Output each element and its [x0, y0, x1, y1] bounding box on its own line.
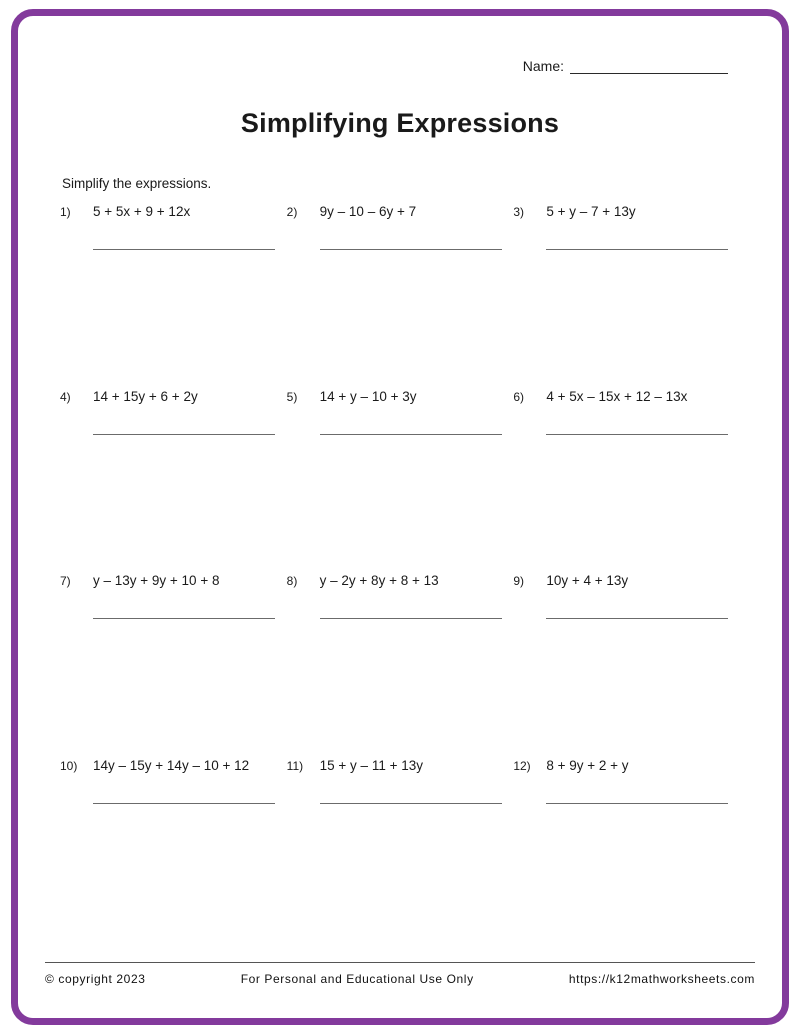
answer-line — [546, 434, 728, 435]
problem — [287, 758, 514, 943]
problem — [513, 573, 740, 758]
usage-text: For Personal and Educational Use Only — [240, 972, 474, 986]
answer-line — [93, 618, 275, 619]
problem — [513, 758, 740, 943]
problem — [513, 389, 740, 574]
problem — [287, 204, 514, 389]
problem-expression: 5 + y – 7 + 13y — [546, 204, 636, 219]
answer-line — [93, 249, 275, 250]
problem-expression: 14 + 15y + 6 + 2y — [93, 388, 198, 404]
problem — [287, 389, 514, 574]
problem-number: 9) — [513, 574, 524, 588]
website-url[interactable]: https://k12mathworksheets.com — [568, 972, 755, 986]
copyright-text: © copyright 2023 — [45, 972, 146, 986]
problem-expression: 5 + 5x + 9 + 12x — [93, 204, 191, 219]
problem-number: 12) — [513, 758, 531, 773]
problem-expression: 14 + y – 10 + 3y — [319, 388, 417, 404]
problem — [60, 204, 287, 389]
problem-number: 7) — [60, 574, 71, 588]
problem — [60, 573, 287, 758]
problem — [60, 389, 287, 574]
problem-number: 4) — [60, 389, 71, 404]
problem-expression: 15 + y – 11 + 13y — [319, 757, 423, 773]
answer-line — [546, 249, 728, 250]
answer-line — [320, 249, 502, 250]
problem-expression: 9y – 10 – 6y + 7 — [319, 204, 417, 219]
problem — [60, 758, 287, 943]
problem-expression: 10y + 4 + 13y — [546, 573, 629, 588]
problem-number: 2) — [286, 205, 298, 219]
name-row — [523, 58, 728, 74]
problem-number: 10) — [60, 758, 78, 773]
name-label: Name: — [522, 58, 564, 74]
name-blank-line — [570, 58, 728, 74]
problem-expression: 14y – 15y + 14y – 10 + 12 — [93, 757, 250, 773]
problem-expression: 8 + 9y + 2 + y — [546, 757, 629, 773]
answer-line — [93, 434, 275, 435]
answer-line — [546, 618, 728, 619]
answer-line — [93, 803, 275, 804]
problem-number: 11) — [286, 758, 304, 773]
problem-number: 5) — [286, 389, 298, 404]
problem-number: 8) — [286, 574, 298, 588]
problem-number: 3) — [513, 205, 524, 219]
problem — [287, 573, 514, 758]
instruction-text: Simplify the expressions. — [62, 176, 212, 191]
answer-line — [320, 803, 502, 804]
answer-line — [546, 803, 728, 804]
problem-expression: 4 + 5x – 15x + 12 – 13x — [546, 388, 688, 404]
problem — [513, 204, 740, 389]
page-title: Simplifying Expressions — [240, 108, 560, 138]
problems-grid — [60, 204, 740, 942]
answer-line — [320, 434, 502, 435]
footer — [45, 962, 755, 986]
problem-number: 1) — [60, 205, 71, 219]
problem-number: 6) — [513, 389, 524, 404]
answer-line — [320, 618, 502, 619]
problem-expression: y – 13y + 9y + 10 + 8 — [93, 573, 220, 588]
problem-expression: y – 2y + 8y + 8 + 13 — [319, 573, 439, 588]
